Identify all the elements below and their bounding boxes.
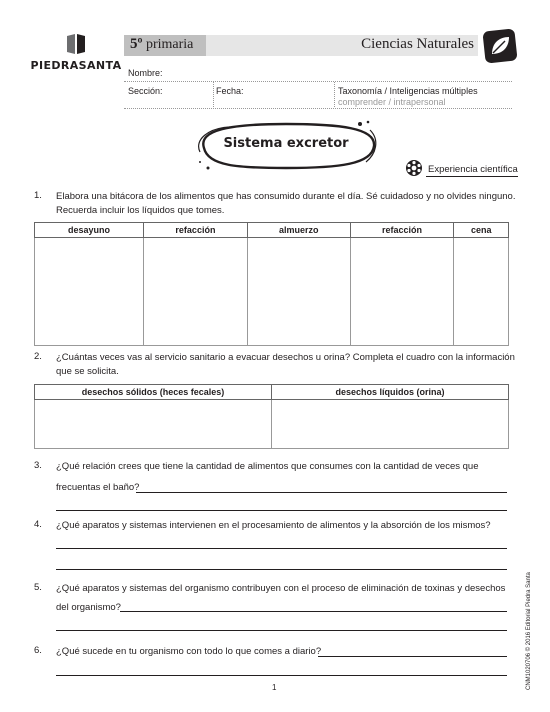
question-text: frecuentas el baño? xyxy=(56,482,140,493)
question-text: ¿Qué sucede en tu organismo con todo lo que comes a diario? xyxy=(56,646,322,657)
question-number: 5. xyxy=(34,582,42,593)
atom-icon xyxy=(405,159,423,177)
taxonomy-value: comprender / intrapersonal xyxy=(338,97,446,107)
name-label: Nombre: xyxy=(128,68,163,78)
table-cell[interactable] xyxy=(35,238,144,346)
copyright-note: CNM1020706 © 2016 Editorial Piedra Santa xyxy=(526,572,532,690)
question-text: ¿Qué aparatos y sistemas intervienen en el procesamiento de alimentos y la absorción de los mismos? xyxy=(56,520,491,531)
taxonomy-label: Taxonomía / Inteligencias múltiples xyxy=(338,86,478,96)
date-label: Fecha: xyxy=(216,86,244,96)
book-logo-icon xyxy=(64,32,88,56)
experience-underline xyxy=(426,176,518,177)
divider xyxy=(334,82,335,107)
answer-line[interactable] xyxy=(56,630,507,631)
question-text: Elabora una bitácora de los alimentos que has consumido durante el día. Sé cuidadoso y no olvides ninguno. Recuerda incluir los líquidos que tomes. xyxy=(56,191,516,216)
worksheet-title-bubble xyxy=(190,118,382,176)
food-log-table xyxy=(34,222,509,346)
question-text: ¿Qué aparatos y sistemas del organismo contribuyen con el proceso de eliminación de toxinas y desechos xyxy=(56,583,506,594)
table-header: desayuno xyxy=(35,223,144,238)
subject-title: Ciencias Naturales xyxy=(361,36,474,52)
question-number: 2. xyxy=(34,351,42,362)
grade-number: 5º xyxy=(130,36,143,52)
question-number: 1. xyxy=(34,190,42,201)
page-number: 1 xyxy=(272,683,277,692)
question-number: 3. xyxy=(34,460,42,471)
section-label: Sección: xyxy=(128,86,163,96)
table-cell[interactable] xyxy=(272,400,509,449)
grade-label xyxy=(130,36,193,53)
table-header: desechos líquidos (orina) xyxy=(272,385,509,400)
table-header: refacción xyxy=(143,223,247,238)
question-text: ¿Qué relación crees que tiene la cantidad de alimentos que consumes con la cantidad de veces que xyxy=(56,461,479,472)
table-cell[interactable] xyxy=(247,238,350,346)
experience-label: Experiencia científica xyxy=(428,164,518,175)
table-cell[interactable] xyxy=(143,238,247,346)
leaf-icon xyxy=(481,27,519,65)
waste-table xyxy=(34,384,509,449)
grade-word: primaria xyxy=(145,37,194,52)
answer-line[interactable] xyxy=(56,548,507,549)
table-cell[interactable] xyxy=(35,400,272,449)
table-cell[interactable] xyxy=(454,238,509,346)
worksheet-title: Sistema excretor xyxy=(223,136,349,151)
answer-line[interactable] xyxy=(56,569,507,570)
table-header: desechos sólidos (heces fecales) xyxy=(35,385,272,400)
table-cell[interactable] xyxy=(350,238,454,346)
question-number: 4. xyxy=(34,519,42,530)
question-text: ¿Cuántas veces vas al servicio sanitario a evacuar desechos u orina? Completa el cuadro con la información que se solicita. xyxy=(56,352,515,377)
divider xyxy=(213,82,214,107)
name-field[interactable] xyxy=(124,81,512,82)
brand-logo xyxy=(30,32,122,72)
table-header: almuerzo xyxy=(247,223,350,238)
table-header: cena xyxy=(454,223,509,238)
answer-line[interactable] xyxy=(120,611,507,612)
brand-name: PIEDRASANTA xyxy=(30,59,122,72)
table-header: refacción xyxy=(350,223,454,238)
question-number: 6. xyxy=(34,645,42,656)
answer-line[interactable] xyxy=(318,656,507,657)
answer-line[interactable] xyxy=(136,492,507,493)
question-text: del organismo? xyxy=(56,602,121,613)
answer-line[interactable] xyxy=(56,675,507,676)
answer-line[interactable] xyxy=(56,510,507,511)
header-bottom-line xyxy=(124,108,512,109)
